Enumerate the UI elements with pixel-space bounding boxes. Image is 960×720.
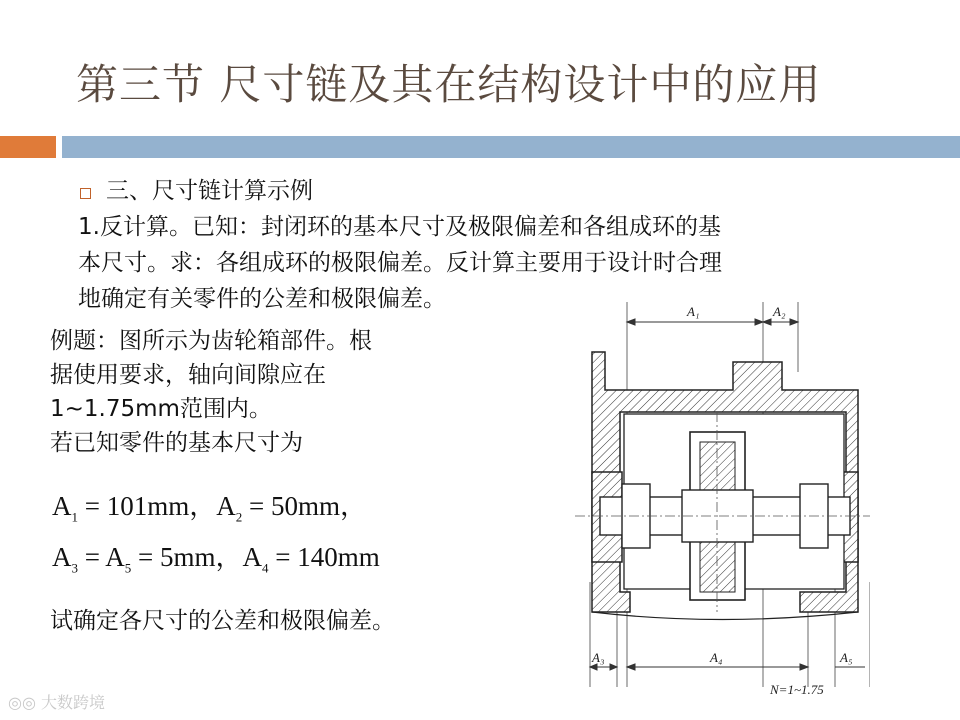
label-a1: A₁ <box>687 304 700 319</box>
label-a3: A₃ <box>592 650 605 665</box>
title-accent-bar <box>0 136 56 158</box>
question-line: 试确定各尺寸的公差和极限偏差。 <box>50 608 395 634</box>
label-a2: A₂ <box>773 304 786 319</box>
bullet-square-icon <box>80 188 91 199</box>
label-a5: A₅ <box>840 650 853 665</box>
watermark-logo-icon: ◎◎ <box>8 693 42 712</box>
paragraph-line-1: 1.反计算。已知：封闭环的基本尺寸及极限偏差和各组成环的基 <box>78 214 721 240</box>
title-divider-bar <box>62 136 960 158</box>
example-line-2: 据使用要求，轴向间隙应在 <box>50 362 326 388</box>
label-gap-n: N=1~1.75 <box>770 682 824 697</box>
label-a4: A₄ <box>710 650 723 665</box>
gearbox-drawing <box>570 292 870 712</box>
equation-line-1: $A_1 = 101mm$，$A_2 = 50mm$， <box>52 491 367 525</box>
example-line-4: 若已知零件的基本尺寸为 <box>50 430 303 456</box>
paragraph-line-3: 地确定有关零件的公差和极限偏差。 <box>78 286 446 312</box>
equation-line-2: $A_3 = A_5 = 5mm$，$A_4 = 140mm$ <box>52 542 380 576</box>
section-heading: 三、尺寸链计算示例 <box>106 178 313 204</box>
page-title: 第三节 尺寸链及其在结构设计中的应用 <box>76 60 822 109</box>
example-line-1: 例题：图所示为齿轮箱部件。根 <box>50 328 372 354</box>
watermark: ◎◎ 大数跨境 <box>8 693 106 712</box>
paragraph-line-2: 本尺寸。求：各组成环的极限偏差。反计算主要用于设计时合理 <box>78 250 722 276</box>
example-line-3: 1~1.75mm范围内。 <box>50 396 272 422</box>
